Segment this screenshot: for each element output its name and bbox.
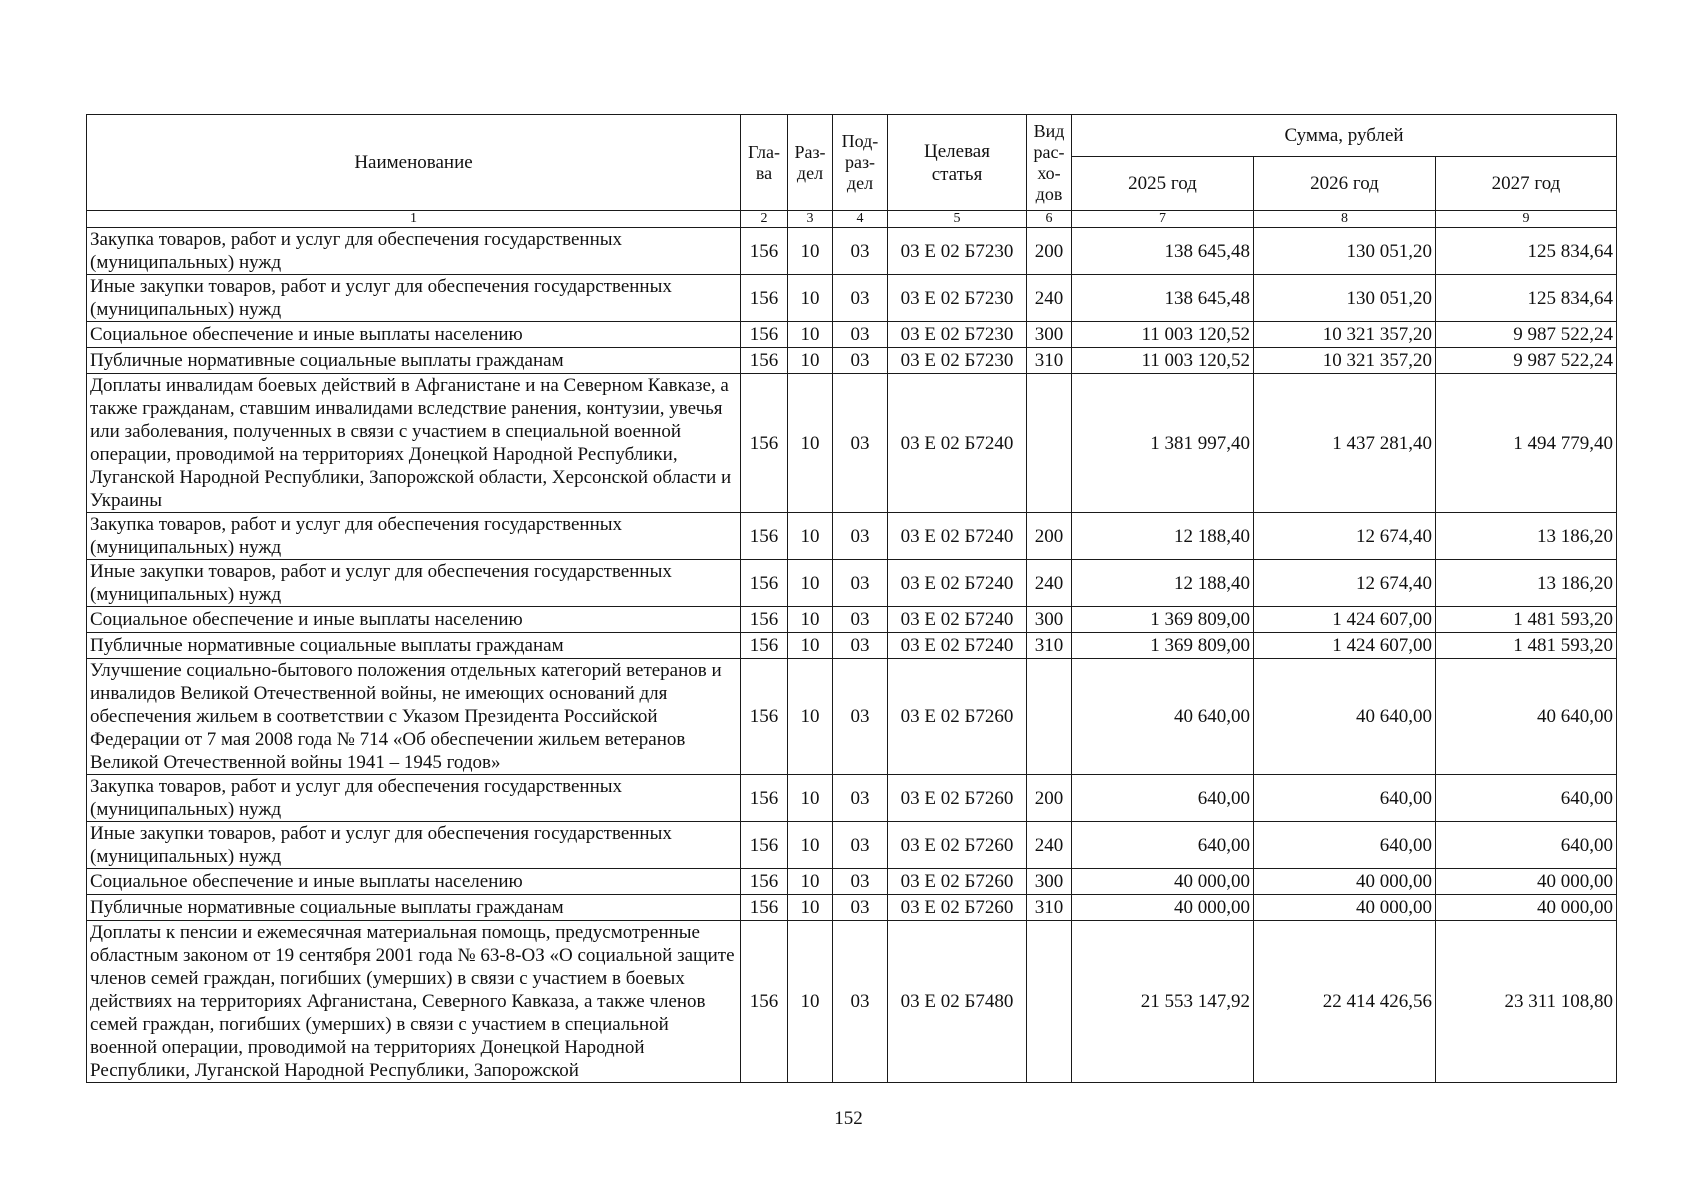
row-glava: 156 xyxy=(741,513,788,560)
row-name: Иные закупки товаров, работ и услуг для обеспечения государственных (муниципальных) нужд xyxy=(87,275,741,322)
row-glava: 156 xyxy=(741,822,788,869)
row-podrazdel: 03 xyxy=(833,560,888,607)
row-name: Публичные нормативные социальные выплаты гражданам xyxy=(87,348,741,374)
row-razdel: 10 xyxy=(788,374,833,513)
row-target-article: 03 Е 02 Б7240 xyxy=(888,633,1027,659)
row-amount-2027: 1 481 593,20 xyxy=(1436,633,1617,659)
column-number: 2 xyxy=(741,211,788,228)
row-amount-2025: 21 553 147,92 xyxy=(1072,921,1254,1083)
row-glava: 156 xyxy=(741,560,788,607)
row-name: Улучшение социально-бытового положения отдельных категорий ветеранов и инвалидов Великой Отечественной войны, не имеющих оснований для обеспечения жильем в соответствии с Указом Президента Российской Федерации от 7 мая 2008 года № 714 «Об обеспечении жильем ветеранов Великой Отечественной войны 1941 – 1945 годов» xyxy=(87,659,741,775)
row-target-article: 03 Е 02 Б7260 xyxy=(888,775,1027,822)
budget-table xyxy=(86,114,1617,1083)
row-amount-2026: 12 674,40 xyxy=(1254,513,1436,560)
row-amount-2025: 12 188,40 xyxy=(1072,560,1254,607)
row-glava: 156 xyxy=(741,869,788,895)
row-amount-2026: 640,00 xyxy=(1254,822,1436,869)
row-target-article: 03 Е 02 Б7240 xyxy=(888,513,1027,560)
row-name: Публичные нормативные социальные выплаты гражданам xyxy=(87,895,741,921)
row-amount-2025: 40 000,00 xyxy=(1072,895,1254,921)
row-razdel: 10 xyxy=(788,775,833,822)
row-amount-2025: 11 003 120,52 xyxy=(1072,322,1254,348)
row-expense-type: 300 xyxy=(1027,869,1072,895)
header-tselevaya-text: Целевая статья xyxy=(924,140,990,185)
row-target-article: 03 Е 02 Б7230 xyxy=(888,322,1027,348)
row-glava: 156 xyxy=(741,322,788,348)
row-razdel: 10 xyxy=(788,822,833,869)
row-amount-2027: 13 186,20 xyxy=(1436,513,1617,560)
row-amount-2025: 11 003 120,52 xyxy=(1072,348,1254,374)
row-amount-2027: 9 987 522,24 xyxy=(1436,322,1617,348)
header-glava-text: Гла- ва xyxy=(747,141,781,183)
row-expense-type xyxy=(1027,921,1072,1083)
row-target-article: 03 Е 02 Б7230 xyxy=(888,275,1027,322)
header-glava xyxy=(741,115,788,211)
header-razdel xyxy=(788,115,833,211)
row-amount-2027: 40 000,00 xyxy=(1436,895,1617,921)
column-number: 7 xyxy=(1072,211,1254,228)
column-number: 1 xyxy=(87,211,741,228)
row-podrazdel: 03 xyxy=(833,775,888,822)
row-amount-2026: 1 424 607,00 xyxy=(1254,633,1436,659)
row-amount-2025: 12 188,40 xyxy=(1072,513,1254,560)
header-summa: Сумма, рублей xyxy=(1072,115,1617,157)
row-amount-2027: 40 640,00 xyxy=(1436,659,1617,775)
row-amount-2027: 13 186,20 xyxy=(1436,560,1617,607)
row-target-article: 03 Е 02 Б7240 xyxy=(888,374,1027,513)
table-body xyxy=(87,228,1617,1083)
row-podrazdel: 03 xyxy=(833,659,888,775)
row-razdel: 10 xyxy=(788,659,833,775)
row-podrazdel: 03 xyxy=(833,822,888,869)
row-podrazdel: 03 xyxy=(833,895,888,921)
row-expense-type: 310 xyxy=(1027,633,1072,659)
table-row xyxy=(87,348,1617,374)
row-name: Иные закупки товаров, работ и услуг для обеспечения государственных (муниципальных) нужд xyxy=(87,560,741,607)
row-target-article: 03 Е 02 Б7260 xyxy=(888,659,1027,775)
row-amount-2026: 1 424 607,00 xyxy=(1254,607,1436,633)
row-glava: 156 xyxy=(741,348,788,374)
row-podrazdel: 03 xyxy=(833,322,888,348)
row-amount-2025: 138 645,48 xyxy=(1072,228,1254,275)
column-number: 5 xyxy=(888,211,1027,228)
row-target-article: 03 Е 02 Б7480 xyxy=(888,921,1027,1083)
row-expense-type: 310 xyxy=(1027,348,1072,374)
row-glava: 156 xyxy=(741,275,788,322)
row-razdel: 10 xyxy=(788,513,833,560)
row-podrazdel: 03 xyxy=(833,633,888,659)
row-amount-2025: 40 000,00 xyxy=(1072,869,1254,895)
header-razdel-text: Раз- дел xyxy=(794,141,826,183)
header-vid xyxy=(1027,115,1072,211)
table-row xyxy=(87,275,1617,322)
table-row xyxy=(87,322,1617,348)
header-year-2027: 2027 год xyxy=(1436,157,1617,211)
page-number: 152 xyxy=(834,1108,863,1129)
table-header xyxy=(87,115,1617,228)
row-name: Доплаты инвалидам боевых действий в Афганистане и на Северном Кавказе, а также гражданам, ставшим инвалидами вследствие ранения, контузии, увечья или заболевания, полученных в связи с участием в специальной военной операции, проводимой на территориях Донецкой Народной Республики, Луганской Народной Республики, Запорожской области, Херсонской области и Украины xyxy=(87,374,741,513)
table-row xyxy=(87,822,1617,869)
table-row xyxy=(87,633,1617,659)
header-name: Наименование xyxy=(87,115,741,211)
row-amount-2026: 10 321 357,20 xyxy=(1254,348,1436,374)
row-amount-2026: 40 640,00 xyxy=(1254,659,1436,775)
row-podrazdel: 03 xyxy=(833,228,888,275)
row-amount-2027: 125 834,64 xyxy=(1436,228,1617,275)
row-razdel: 10 xyxy=(788,228,833,275)
table-row xyxy=(87,560,1617,607)
row-amount-2025: 138 645,48 xyxy=(1072,275,1254,322)
row-glava: 156 xyxy=(741,228,788,275)
column-numbers-row xyxy=(87,211,1617,228)
row-amount-2026: 10 321 357,20 xyxy=(1254,322,1436,348)
row-amount-2027: 640,00 xyxy=(1436,822,1617,869)
column-number: 9 xyxy=(1436,211,1617,228)
row-podrazdel: 03 xyxy=(833,607,888,633)
row-expense-type: 200 xyxy=(1027,775,1072,822)
row-podrazdel: 03 xyxy=(833,374,888,513)
row-name: Социальное обеспечение и иные выплаты населению xyxy=(87,322,741,348)
row-target-article: 03 Е 02 Б7230 xyxy=(888,228,1027,275)
row-name: Доплаты к пенсии и ежемесячная материальная помощь, предусмотренные областным законом от 19 сентября 2001 года № 63-8-ОЗ «О социальной защите членов семей граждан, погибших (умерших) в связи с участием в боевых действиях на территориях Афганистана, Северного Кавказа, а также членов семей граждан, погибших (умерших) в связи с участием в специальной военной операции, проводимой на территориях Донецкой Народной Республики, Луганской Народной Республики, Запорожской xyxy=(87,921,741,1083)
table-row xyxy=(87,513,1617,560)
row-amount-2027: 9 987 522,24 xyxy=(1436,348,1617,374)
row-amount-2027: 40 000,00 xyxy=(1436,869,1617,895)
row-amount-2025: 1 381 997,40 xyxy=(1072,374,1254,513)
row-podrazdel: 03 xyxy=(833,275,888,322)
row-glava: 156 xyxy=(741,921,788,1083)
header-podrazdel xyxy=(833,115,888,211)
row-razdel: 10 xyxy=(788,560,833,607)
row-amount-2027: 640,00 xyxy=(1436,775,1617,822)
row-podrazdel: 03 xyxy=(833,869,888,895)
row-amount-2026: 130 051,20 xyxy=(1254,275,1436,322)
table-row xyxy=(87,869,1617,895)
table-row xyxy=(87,895,1617,921)
table-row xyxy=(87,374,1617,513)
row-target-article: 03 Е 02 Б7260 xyxy=(888,895,1027,921)
row-target-article: 03 Е 02 Б7240 xyxy=(888,560,1027,607)
row-razdel: 10 xyxy=(788,607,833,633)
row-podrazdel: 03 xyxy=(833,348,888,374)
table-row xyxy=(87,659,1617,775)
row-amount-2025: 640,00 xyxy=(1072,775,1254,822)
row-amount-2027: 1 481 593,20 xyxy=(1436,607,1617,633)
row-glava: 156 xyxy=(741,659,788,775)
row-name: Закупка товаров, работ и услуг для обеспечения государственных (муниципальных) нужд xyxy=(87,228,741,275)
row-glava: 156 xyxy=(741,633,788,659)
row-podrazdel: 03 xyxy=(833,921,888,1083)
row-razdel: 10 xyxy=(788,348,833,374)
row-glava: 156 xyxy=(741,775,788,822)
row-amount-2027: 125 834,64 xyxy=(1436,275,1617,322)
row-razdel: 10 xyxy=(788,921,833,1083)
row-expense-type: 240 xyxy=(1027,275,1072,322)
row-target-article: 03 Е 02 Б7240 xyxy=(888,607,1027,633)
row-razdel: 10 xyxy=(788,895,833,921)
column-number: 8 xyxy=(1254,211,1436,228)
row-razdel: 10 xyxy=(788,322,833,348)
row-razdel: 10 xyxy=(788,633,833,659)
row-target-article: 03 Е 02 Б7260 xyxy=(888,869,1027,895)
row-amount-2025: 40 640,00 xyxy=(1072,659,1254,775)
row-expense-type: 300 xyxy=(1027,607,1072,633)
row-razdel: 10 xyxy=(788,275,833,322)
header-podrazdel-text: Под- раз- дел xyxy=(841,131,879,193)
row-amount-2025: 1 369 809,00 xyxy=(1072,633,1254,659)
row-name: Публичные нормативные социальные выплаты гражданам xyxy=(87,633,741,659)
table-row xyxy=(87,775,1617,822)
row-glava: 156 xyxy=(741,895,788,921)
row-name: Социальное обеспечение и иные выплаты населению xyxy=(87,869,741,895)
row-expense-type: 200 xyxy=(1027,513,1072,560)
row-amount-2025: 1 369 809,00 xyxy=(1072,607,1254,633)
row-name: Закупка товаров, работ и услуг для обеспечения государственных (муниципальных) нужд xyxy=(87,775,741,822)
row-expense-type: 300 xyxy=(1027,322,1072,348)
row-expense-type xyxy=(1027,374,1072,513)
row-amount-2026: 12 674,40 xyxy=(1254,560,1436,607)
row-target-article: 03 Е 02 Б7230 xyxy=(888,348,1027,374)
column-number: 4 xyxy=(833,211,888,228)
row-glava: 156 xyxy=(741,607,788,633)
row-expense-type: 310 xyxy=(1027,895,1072,921)
row-expense-type: 240 xyxy=(1027,560,1072,607)
row-expense-type: 200 xyxy=(1027,228,1072,275)
row-razdel: 10 xyxy=(788,869,833,895)
row-name: Закупка товаров, работ и услуг для обеспечения государственных (муниципальных) нужд xyxy=(87,513,741,560)
row-expense-type: 240 xyxy=(1027,822,1072,869)
row-amount-2025: 640,00 xyxy=(1072,822,1254,869)
row-glava: 156 xyxy=(741,374,788,513)
header-year-2026: 2026 год xyxy=(1254,157,1436,211)
header-vid-text: Вид рас- хо- дов xyxy=(1033,120,1065,204)
header-tselevaya xyxy=(888,115,1027,211)
column-number: 3 xyxy=(788,211,833,228)
row-target-article: 03 Е 02 Б7260 xyxy=(888,822,1027,869)
table-row xyxy=(87,921,1617,1083)
table-row xyxy=(87,228,1617,275)
row-amount-2026: 40 000,00 xyxy=(1254,869,1436,895)
row-podrazdel: 03 xyxy=(833,513,888,560)
table-row xyxy=(87,607,1617,633)
row-amount-2026: 22 414 426,56 xyxy=(1254,921,1436,1083)
row-amount-2027: 1 494 779,40 xyxy=(1436,374,1617,513)
row-expense-type xyxy=(1027,659,1072,775)
row-amount-2026: 640,00 xyxy=(1254,775,1436,822)
row-amount-2027: 23 311 108,80 xyxy=(1436,921,1617,1083)
row-name: Социальное обеспечение и иные выплаты населению xyxy=(87,607,741,633)
row-amount-2026: 1 437 281,40 xyxy=(1254,374,1436,513)
header-year-2025: 2025 год xyxy=(1072,157,1254,211)
column-number: 6 xyxy=(1027,211,1072,228)
row-amount-2026: 40 000,00 xyxy=(1254,895,1436,921)
row-name: Иные закупки товаров, работ и услуг для обеспечения государственных (муниципальных) нужд xyxy=(87,822,741,869)
row-amount-2026: 130 051,20 xyxy=(1254,228,1436,275)
